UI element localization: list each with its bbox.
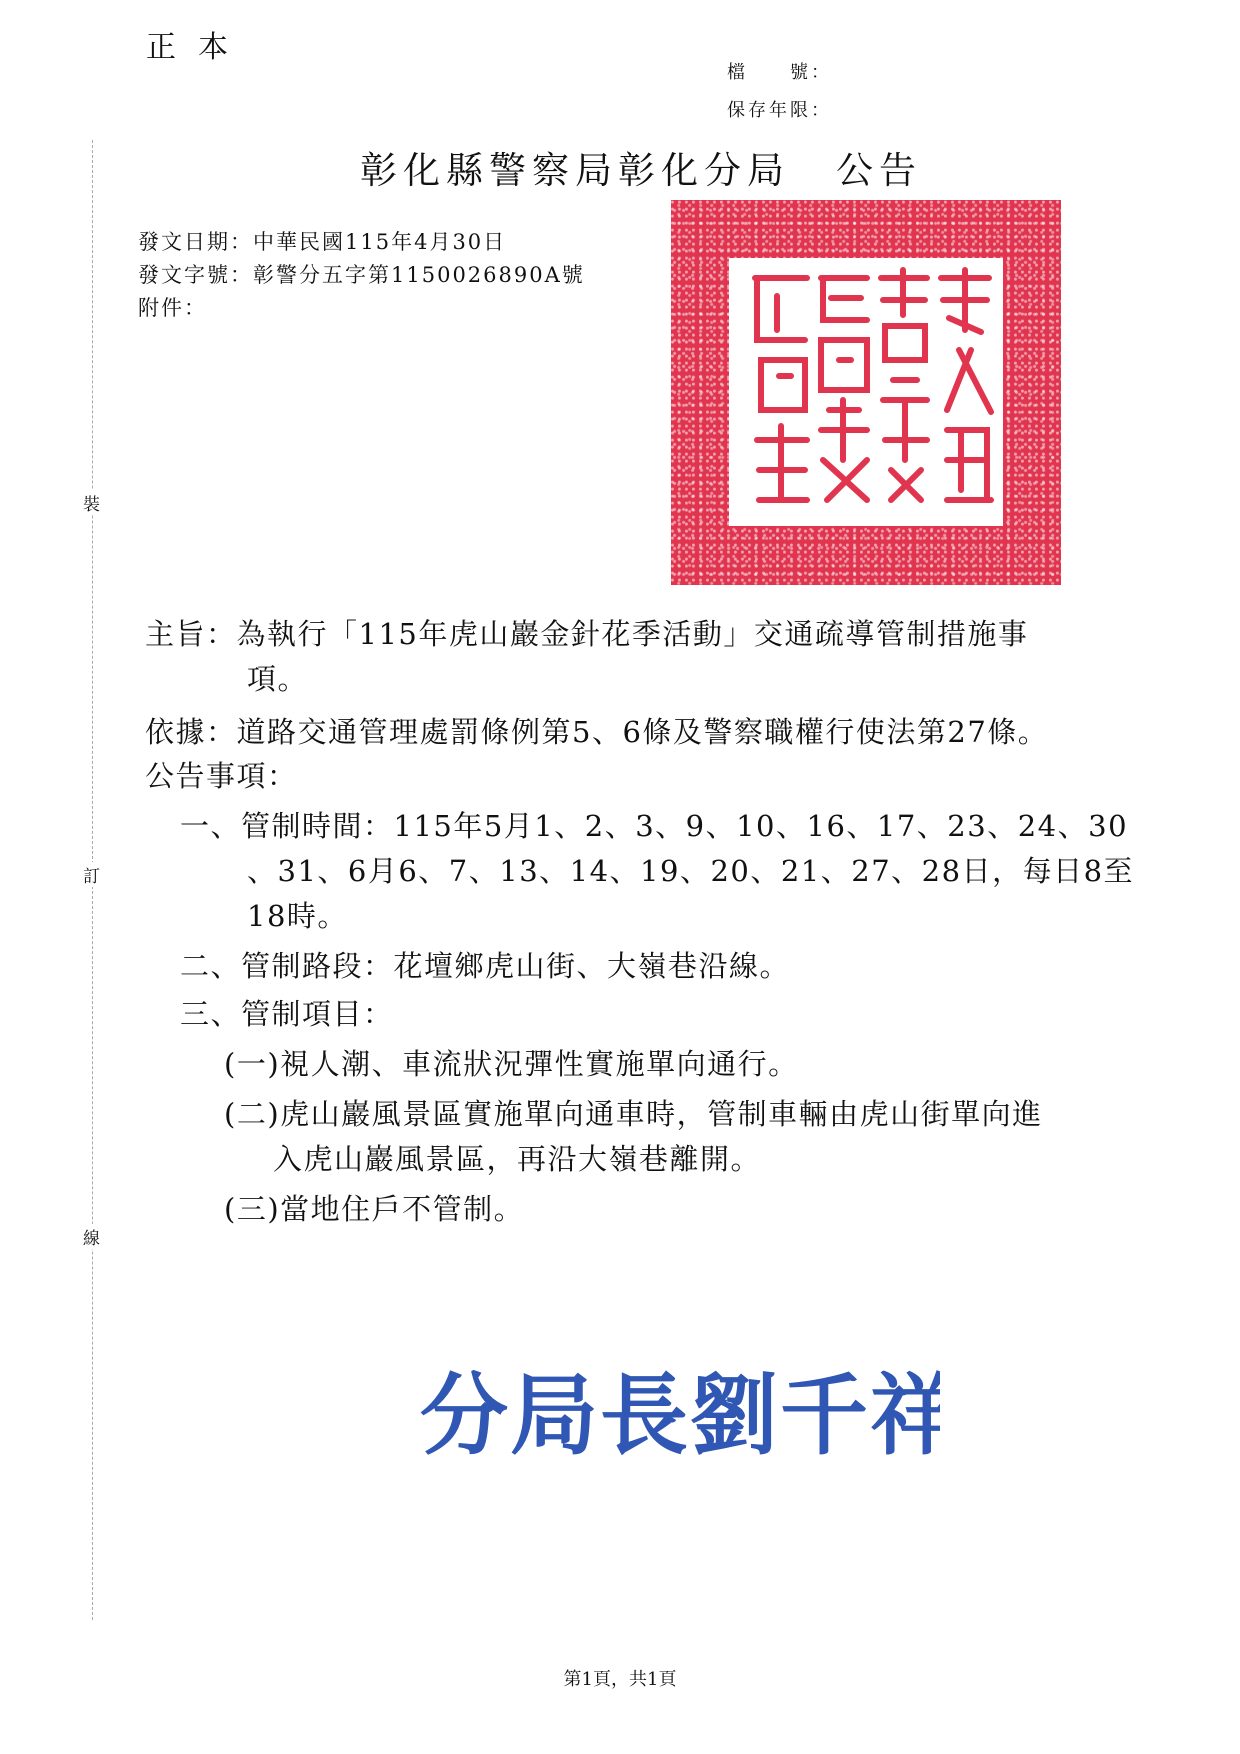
sub-item-1: (一)視人潮、車流狀況彈性實施單向通行。 xyxy=(224,1047,799,1081)
signature-text: 分局長劉千祥 xyxy=(420,1363,940,1467)
issue-date: 發文日期：中華民國115年4月30日 xyxy=(138,230,507,254)
original-copy-mark: 正本 xyxy=(146,30,250,65)
subject-line-2: 項。 xyxy=(247,662,309,696)
item-2: 二、管制路段：花壇鄉虎山街、大嶺巷沿線。 xyxy=(180,949,791,983)
document-type: 公告 xyxy=(836,149,922,192)
sub-item-2-line-1: (二)虎山巖風景區實施單向通車時，管制車輛由虎山街單向進 xyxy=(224,1097,1043,1131)
signature-graphic xyxy=(420,1358,940,1468)
item-1-line-1: 一、管制時間：115年5月1、2、3、9、10、16、17、23、24、30 xyxy=(180,809,1129,843)
item-3: 三、管制項目： xyxy=(180,997,394,1031)
page-number-footer: 第1頁，共1頁 xyxy=(563,1669,677,1690)
sub-item-3: (三)當地住戶不管制。 xyxy=(224,1192,525,1226)
issue-number: 發文字號：彰警分五字第1150026890A號 xyxy=(138,263,585,287)
official-seal xyxy=(671,200,1061,585)
document-title xyxy=(360,140,922,194)
item-1-line-3: 18時。 xyxy=(247,899,348,933)
sub-item-2-line-2: 入虎山巖風景區，再沿大嶺巷離開。 xyxy=(273,1142,762,1176)
file-number-label: 檔 號： xyxy=(727,62,832,83)
items-heading: 公告事項： xyxy=(145,759,298,793)
subject-line-1: 主旨：為執行「115年虎山巖金針花季活動」交通疏導管制措施事 xyxy=(145,617,1029,651)
binding-char-zhuang: 裝 xyxy=(83,490,100,515)
seal-graphic xyxy=(671,200,1061,585)
attachment-label: 附件： xyxy=(138,296,207,320)
binding-char-xian: 線 xyxy=(83,1224,100,1249)
item-1-line-2: 、31、6月6、7、13、14、19、20、21、27、28日，每日8至 xyxy=(247,854,1135,888)
basis: 依據：道路交通管理處罰條例第5、6條及警察職權行使法第27條。 xyxy=(145,715,1049,749)
binding-char-ding: 訂 xyxy=(83,862,100,887)
director-signature-stamp xyxy=(420,1358,940,1472)
issuing-agency: 彰化縣警察局彰化分局 xyxy=(360,149,790,192)
retention-period-label: 保存年限： xyxy=(727,100,832,121)
